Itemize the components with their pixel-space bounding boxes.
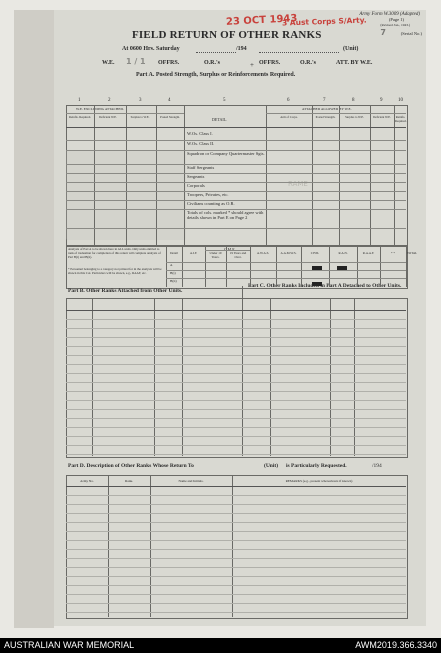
analysis-divider (250, 247, 251, 287)
column-header: Reinfts. Required. (395, 115, 407, 123)
detail-row-label: W.Os. Class I. (187, 131, 213, 136)
analysis-divider (276, 247, 277, 287)
analysis-header: R.A.N. (338, 251, 348, 255)
d-row-line (66, 495, 406, 496)
analysis-header: TOTAL (407, 251, 418, 255)
d-row-line (66, 531, 406, 532)
bc-row-line (66, 382, 406, 383)
column-number: 2 (108, 98, 111, 103)
part-c-title: Part C. Other Ranks Included in Part A Detached to Other Units. (248, 283, 402, 289)
column-divider (370, 105, 371, 245)
analysis-header: Detail (170, 251, 178, 255)
ors-label: O.R.'s (204, 60, 221, 66)
d-row-line (66, 594, 406, 595)
d-header: Name and Initials. (178, 479, 204, 483)
detail-row-label: Totals of cols. marked * should agree with details shown in Part E on Page 2 (187, 210, 264, 221)
column-divider (394, 105, 395, 245)
column-header: Posted Strength. (315, 115, 336, 119)
column-number: 5 (223, 98, 226, 103)
detail-row-label: Corporals (187, 183, 205, 188)
column-header: Surplus to W.E. (345, 115, 364, 119)
serial-label: (Serial No.) (400, 31, 422, 36)
unit-blank (259, 52, 339, 53)
column-divider (126, 105, 127, 245)
att-label: ATT. BY W.E. (336, 60, 373, 66)
bc-row-line (66, 436, 406, 437)
analysis-row-line (166, 270, 406, 271)
analysis-note: Analysis of Part A to be shown here in ALL units. Only units entitled to rank of tradesman for completion of this return will complete analysis of Part B(i) and B(ii). (68, 247, 161, 259)
form-title: FIELD RETURN OF OTHER RANKS (132, 29, 322, 41)
offrs-label: OFFRS. (158, 60, 180, 66)
d-row-line (66, 558, 406, 559)
form-revised: (Revised Jan., 1943.) (380, 23, 410, 27)
footer-right: AWM2019.366.3340 (355, 640, 437, 650)
bc-header-line (66, 310, 406, 311)
column-header: Posted Strength. (160, 115, 180, 119)
d-header: REMARKS (e.g., present whereabouts if known) (285, 479, 353, 483)
group-left-header: W.E. EXCLUDING ATTACHED. (76, 107, 124, 111)
analysis-header: Under 19 Years. (209, 251, 222, 259)
d-row-line (66, 603, 406, 604)
header-divider (66, 113, 184, 114)
form-page: (Page 1) (388, 17, 404, 22)
date-blank (196, 52, 236, 53)
bc-row-line (66, 409, 406, 410)
bc-divider (242, 298, 243, 456)
footer-bar (0, 638, 441, 653)
part-d-unit-label: (Unit) (264, 463, 279, 469)
d-divider (232, 475, 233, 617)
analysis-divider (182, 247, 183, 287)
column-divider (312, 105, 313, 245)
bc-row-line (66, 346, 406, 347)
column-header: Arm of Corps. (280, 115, 298, 119)
column-number: 3 (139, 98, 142, 103)
bc-row-line (66, 373, 406, 374)
analysis-header: * * (391, 251, 395, 255)
bc-row-line (66, 445, 406, 446)
analysis-row-line (166, 262, 406, 263)
d-divider (108, 475, 109, 617)
unit-label: (Unit) (343, 46, 359, 52)
date-stamp: 23 OCT 1943 (225, 13, 298, 28)
analysis-header: A.A.M.W.S. (280, 251, 297, 255)
analysis-header: A.W.A.S. (256, 251, 270, 255)
bc-title-divider (242, 286, 243, 298)
column-divider (184, 105, 185, 245)
part-b-title: Part B. Other Ranks Attached from Other Units. (68, 288, 183, 294)
bc-row-line (66, 337, 406, 338)
column-header: Deficient W.E. (373, 115, 391, 119)
detail-row-label: Civilians counting as O.R. (187, 201, 235, 206)
analysis-divider (329, 247, 330, 287)
header-bottom-line (66, 127, 406, 128)
column-header: Surplus to W.E. (130, 115, 150, 119)
plus-sign: + (250, 61, 254, 69)
detail-row-label: W.Os. Class II. (187, 141, 215, 146)
d-row-line (66, 522, 406, 523)
bc-divider (330, 298, 331, 456)
at-hours-line: At 0600 Hrs. Saturday (122, 46, 180, 52)
d-row-line (66, 504, 406, 505)
analysis-row-label: B(ii) (170, 279, 177, 283)
bc-row-line (66, 427, 406, 428)
footer-left: AUSTRALIAN WAR MEMORIAL (4, 640, 135, 650)
d-divider (150, 475, 151, 617)
d-row-line (66, 612, 406, 613)
bc-divider (92, 298, 93, 456)
part-d-tail: is Particularly Requested. (286, 463, 347, 469)
serial-value: 7 (380, 28, 386, 37)
analysis-header: CIVIL (310, 251, 320, 255)
part-d-date: /194 (372, 463, 382, 469)
bc-row-line (66, 355, 406, 356)
group-right-header: ATTACHED ALLOWED BY W.E. (302, 107, 352, 111)
analysis-divider (166, 247, 167, 287)
faint-name: RAME (288, 180, 308, 188)
analysis-divider (406, 247, 407, 287)
we-label: W.E. (102, 60, 115, 66)
d-row-line (66, 540, 406, 541)
detail-row-label: Troopers, Privates, etc. (187, 192, 229, 197)
column-divider (266, 105, 267, 245)
detail-row-label: Sergeants (187, 174, 205, 179)
analysis-header: R.A.A.F. (362, 251, 375, 255)
bc-row-line (66, 391, 406, 392)
bc-row-line (66, 364, 406, 365)
column-divider (339, 105, 340, 245)
d-row-line (66, 576, 406, 577)
bc-row-line (66, 328, 406, 329)
analysis-divider (205, 247, 206, 287)
binding-strip (14, 10, 54, 628)
part-d-title: Part D. Description of Other Ranks Whose Return To (68, 463, 194, 469)
part-a-title: Part A. Posted Strength, Surplus or Reinforcements Required. (136, 72, 296, 78)
d-header-line (66, 486, 406, 487)
analysis-header: 19 Years and Over. (229, 251, 247, 259)
detail-row-label: Staff Sergeants (187, 165, 215, 170)
analysis-row-line (166, 278, 406, 279)
part-bc-table (66, 298, 408, 458)
bc-divider (270, 298, 271, 456)
bc-row-line (66, 418, 406, 419)
we-offrs-value: 1 / 1 (126, 57, 146, 66)
column-divider (156, 105, 157, 245)
header-divider (266, 113, 406, 114)
detail-row-label: Squadron or Company Quartermaster Sgts. (187, 151, 265, 156)
analysis-row-label: B(i) (170, 271, 176, 275)
unit-handwritten: 3 Aust Corps S/Arty. (281, 15, 367, 28)
offrs-label-2: OFFRS. (259, 60, 281, 66)
analysis-header: A.I.F. (189, 251, 198, 255)
column-number: 1 (78, 98, 81, 103)
bc-divider (354, 298, 355, 456)
column-number: 8 (352, 98, 355, 103)
bc-row-line (66, 454, 406, 455)
d-header: Army No. (80, 479, 94, 483)
analysis-divider (226, 247, 227, 287)
analysis-note-2: * Personnel belonging to a category not printed for in the analysis will be shown in this Col. Particulars will be shown, e.g., RAAF, etc. (68, 267, 162, 275)
cmf-label: C.M.F. (224, 247, 236, 252)
bc-divider (182, 298, 183, 456)
part-d-table (66, 475, 408, 619)
d-row-line (66, 513, 406, 514)
column-number: 6 (287, 98, 290, 103)
column-header: Reinfts. Required. (69, 115, 91, 119)
column-number: 10 (398, 98, 403, 103)
column-number: 7 (323, 98, 326, 103)
column-number: 4 (168, 98, 171, 103)
analysis-divider (380, 247, 381, 287)
d-row-line (66, 567, 406, 568)
d-row-line (66, 585, 406, 586)
column-number: 9 (380, 98, 383, 103)
column-header: Deficient W.E. (99, 115, 117, 119)
ors-label-2: O.R.'s (300, 60, 317, 66)
row-divider (66, 228, 406, 229)
d-header: Rank. (124, 479, 133, 483)
form-number: Army Form W.3009 (Adapted) (359, 12, 420, 17)
analysis-row-label: A (170, 263, 173, 267)
bc-row-line (66, 319, 406, 320)
form-document (54, 10, 426, 626)
column-divider (94, 105, 95, 245)
detail-header: DETAIL. (212, 117, 228, 122)
bc-divider (154, 298, 155, 456)
year-label: /194 (236, 46, 247, 52)
bc-row-line (66, 400, 406, 401)
d-row-line (66, 549, 406, 550)
analysis-divider (357, 247, 358, 287)
analysis-divider (301, 247, 302, 287)
